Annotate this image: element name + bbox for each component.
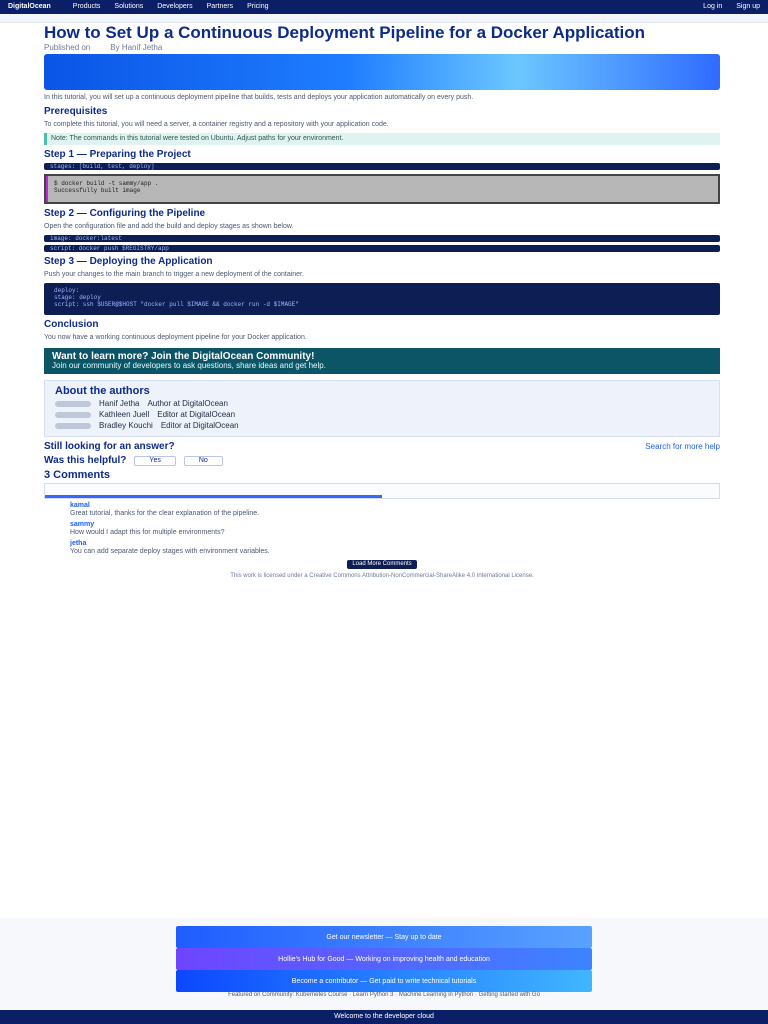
page-title: How to Set Up a Continuous Deployment Pipeline for a Docker Application bbox=[44, 23, 646, 42]
code-line: script: docker push $REGISTRY/app bbox=[44, 245, 720, 252]
nav-item-products[interactable]: Products bbox=[72, 3, 101, 10]
code-line: stages: [build, test, deploy] bbox=[44, 163, 720, 170]
comment-item bbox=[70, 540, 720, 556]
footer-bar: Welcome to the developer cloud bbox=[0, 1010, 768, 1024]
code-line: image: docker:latest bbox=[44, 235, 720, 242]
hero-banner bbox=[44, 54, 720, 90]
terminal-line: Successfully built image bbox=[54, 187, 141, 194]
footer bbox=[0, 918, 768, 1024]
author-role: Author at DigitalOcean bbox=[147, 399, 228, 408]
callout-text: Join our community of developers to ask questions, share ideas and get help. bbox=[52, 361, 326, 370]
comment-item bbox=[70, 521, 720, 537]
no-button[interactable]: No bbox=[184, 456, 223, 466]
heading-step1: Step 1 — Preparing the Project bbox=[44, 149, 191, 160]
promo-banner[interactable]: Become a contributor — Get paid to write technical tutorials bbox=[176, 970, 592, 992]
note-box: Note: The commands in this tutorial were tested on Ubuntu. Adjust paths for your environment. bbox=[44, 133, 720, 145]
yes-button[interactable]: Yes bbox=[134, 456, 175, 466]
byline bbox=[44, 43, 720, 52]
promo-banner[interactable]: Get our newsletter — Stay up to date bbox=[176, 926, 592, 948]
load-more-button[interactable]: Load More Comments bbox=[347, 560, 417, 569]
heading-prerequisites: Prerequisites bbox=[44, 106, 108, 117]
step3-paragraph: Push your changes to the main branch to trigger a new deployment of the container. bbox=[44, 271, 304, 278]
comment-text: You can add separate deploy stages with environment variables. bbox=[70, 548, 270, 555]
promo-banner[interactable]: Hollie's Hub for Good — Working on improving health and education bbox=[176, 948, 592, 970]
callout-title: Want to learn more? Join the DigitalOcean Community! bbox=[52, 351, 315, 362]
terminal-accent bbox=[46, 176, 48, 202]
editor-submit-bar[interactable] bbox=[45, 495, 382, 498]
author-role: Editor at DigitalOcean bbox=[160, 421, 239, 430]
step2-paragraph: Open the configuration file and add the build and deploy stages as shown below. bbox=[44, 223, 294, 230]
author-name[interactable]: Bradley Kouchi bbox=[99, 421, 153, 430]
nav-item-login[interactable]: Log in bbox=[703, 3, 723, 10]
comments-title: 3 Comments bbox=[44, 469, 111, 481]
code-line: stage: deploy bbox=[54, 294, 101, 301]
heading-step2: Step 2 — Configuring the Pipeline bbox=[44, 208, 206, 219]
author-name[interactable]: Kathleen Juell bbox=[99, 410, 150, 419]
community-callout bbox=[44, 348, 720, 374]
author-link[interactable]: By Hanif Jetha bbox=[110, 43, 163, 52]
comment-text: Great tutorial, thanks for the clear explanation of the pipeline. bbox=[70, 510, 260, 517]
authors-section bbox=[44, 380, 720, 437]
heading-conclusion: Conclusion bbox=[44, 319, 99, 330]
comment-item bbox=[70, 502, 720, 518]
search-more-link[interactable]: Search for more help bbox=[645, 442, 720, 451]
avatar bbox=[55, 401, 91, 407]
terminal-output bbox=[44, 174, 720, 204]
author-row bbox=[55, 421, 709, 430]
avatar bbox=[55, 423, 91, 429]
heading-step3: Step 3 — Deploying the Application bbox=[44, 256, 213, 267]
code-line: script: ssh $USER@$HOST "docker pull $IMAGE && docker run -d $IMAGE" bbox=[54, 301, 299, 308]
article-content bbox=[44, 24, 720, 581]
footer-links[interactable]: Featured on Community: Kubernetes Course · Learn Python 3 · Machine Learning in Python · Getting started with Go bbox=[228, 992, 540, 998]
still-looking-row bbox=[44, 441, 720, 452]
intro-paragraph: In this tutorial, you will set up a continuous deployment pipeline that builds, tests and deploys your application automatically on every push. bbox=[44, 94, 474, 101]
author-row bbox=[55, 410, 709, 419]
nav-item-pricing[interactable]: Pricing bbox=[247, 3, 269, 10]
comment-author[interactable]: jetha bbox=[70, 540, 87, 547]
license-note: This work is licensed under a Creative Commons Attribution-NonCommercial-ShareAlike 4.0 International License. bbox=[230, 573, 534, 579]
comment-text: How would I adapt this for multiple environments? bbox=[70, 529, 225, 536]
authors-title: About the authors bbox=[55, 385, 150, 397]
nav-item-signup[interactable]: Sign up bbox=[736, 3, 760, 10]
top-navigation bbox=[0, 0, 768, 14]
nav-item-partners[interactable]: Partners bbox=[206, 3, 234, 10]
conclusion-paragraph: You now have a working continuous deployment pipeline for your Docker application. bbox=[44, 334, 307, 341]
code-line: deploy: bbox=[54, 287, 80, 294]
terminal-line: $ docker build -t sammy/app . bbox=[54, 180, 159, 187]
avatar bbox=[55, 412, 91, 418]
sub-navigation bbox=[0, 14, 768, 23]
published-label: Published on bbox=[44, 43, 91, 52]
author-name[interactable]: Hanif Jetha bbox=[99, 399, 140, 408]
still-looking-label: Still looking for an answer? bbox=[44, 441, 175, 452]
comment-author[interactable]: sammy bbox=[70, 521, 95, 528]
comment-editor[interactable] bbox=[44, 483, 720, 499]
author-role: Editor at DigitalOcean bbox=[157, 410, 236, 419]
prereq-paragraph: To complete this tutorial, you will need a server, a container registry and a repository with your application code. bbox=[44, 121, 389, 128]
feedback-row bbox=[44, 455, 720, 466]
code-block bbox=[44, 283, 720, 315]
nav-item-developers[interactable]: Developers bbox=[157, 3, 193, 10]
nav-item-solutions[interactable]: Solutions bbox=[114, 3, 144, 10]
brand-logo[interactable]: DigitalOcean bbox=[8, 3, 51, 10]
helpful-label: Was this helpful? bbox=[44, 455, 127, 466]
comments-section bbox=[44, 469, 720, 569]
author-row bbox=[55, 399, 709, 408]
comment-author[interactable]: kamal bbox=[70, 502, 90, 509]
